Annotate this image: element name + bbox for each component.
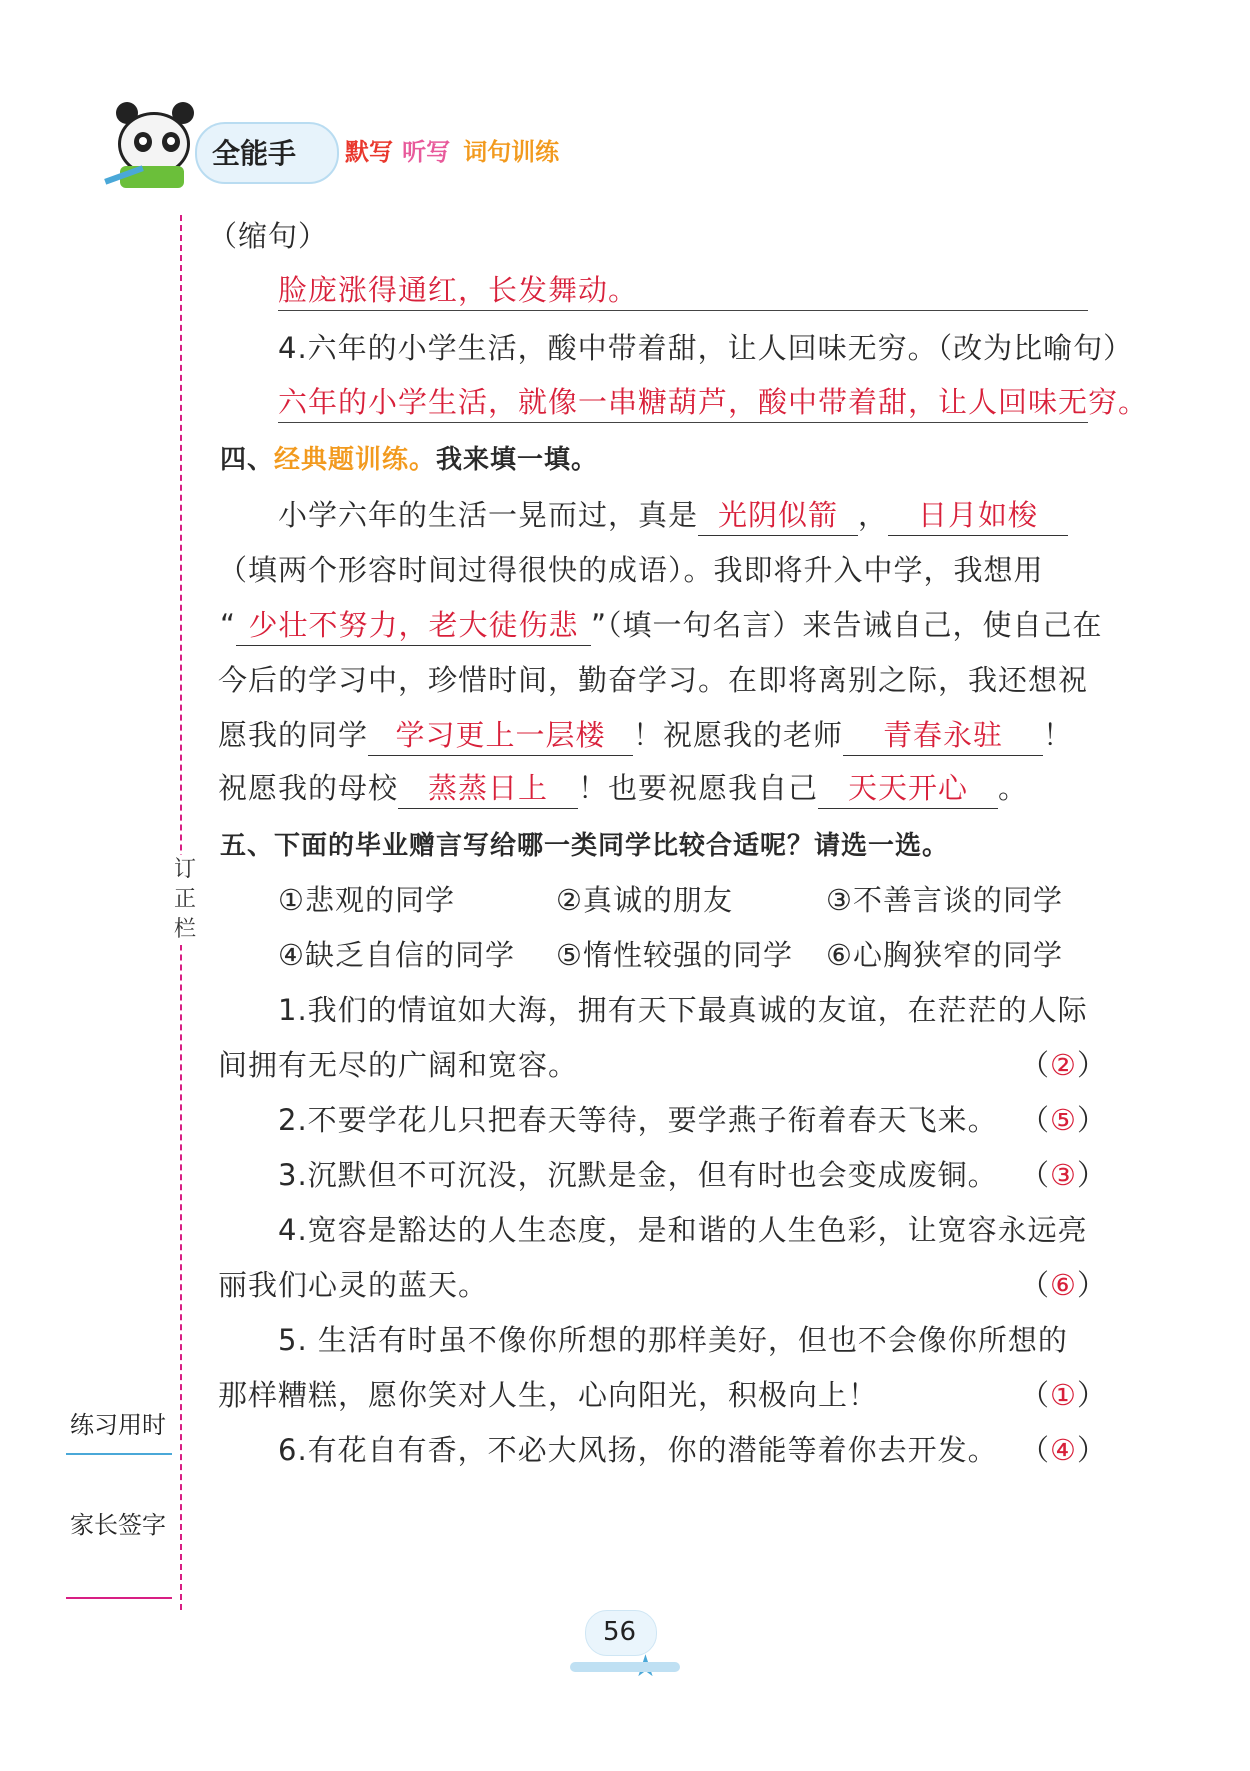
option-item: ⑤惰性较强的同学 xyxy=(556,938,793,972)
fill-line-5: 愿我的同学 学习更上一层楼 ！祝愿我的老师 青春永驻 ！ xyxy=(218,715,1073,756)
answer-paren: （②） xyxy=(1020,1048,1108,1082)
fill-line-2: （填两个形容时间过得很快的成语）。我即将升入中学，我想用 xyxy=(218,553,1044,587)
answer-metaphor-sentence: 六年的小学生活，就像一串糖葫芦，酸中带着甜，让人回味无穷。 xyxy=(278,382,1088,423)
option-item: ②真诚的朋友 xyxy=(556,883,733,917)
blank-wish-self: 天天开心 xyxy=(818,768,998,809)
quote-3: 3.沉默但不可沉没，沉默是金，但有时也会变成废铜。 xyxy=(278,1158,998,1192)
blank-motto: 少壮不努力，老大徒伤悲 xyxy=(236,605,591,646)
wave-decoration xyxy=(570,1662,680,1672)
section-4-heading: 四、经典题训练。我来填一填。 xyxy=(220,445,599,475)
answer-6: ④ xyxy=(1050,1433,1078,1467)
answer-5: ① xyxy=(1050,1378,1078,1412)
fill-line-4: 今后的学习中，珍惜时间，勤奋学习。在即将离别之际，我还想祝 xyxy=(218,663,1089,697)
brand-title: 全能手 xyxy=(212,137,297,170)
option-item: ①悲观的同学 xyxy=(278,883,455,917)
answer-2: ⑤ xyxy=(1050,1103,1078,1137)
answer-paren: （⑤） xyxy=(1020,1103,1108,1137)
blank-wish-school: 蒸蒸日上 xyxy=(398,768,578,809)
quote-1-line-1: 1.我们的情谊如大海，拥有天下最真诚的友谊，在茫茫的人际 xyxy=(278,993,1088,1027)
subtitle-part: 听写 xyxy=(402,138,451,166)
answer-4: ⑥ xyxy=(1050,1268,1078,1302)
option-item: ④缺乏自信的同学 xyxy=(278,938,515,972)
answer-1: ② xyxy=(1050,1048,1078,1082)
correction-column-label: 订 正 栏 xyxy=(172,855,198,945)
quote-4-line-1: 4.宽容是豁达的人生态度，是和谐的人生色彩，让宽容永远亮 xyxy=(278,1213,1088,1247)
blank-wish-classmate: 学习更上一层楼 xyxy=(368,715,633,756)
fill-line-3: “ 少壮不努力，老大徒伤悲 ”（填一句名言）来告诫自己，使自己在 xyxy=(220,605,1103,646)
quote-5-line-1: 5. 生活有时虽不像你所想的那样美好，但也不会像你所想的 xyxy=(278,1323,1068,1357)
header-subtitle xyxy=(345,132,559,167)
quote-1-line-2: 间拥有无尽的广阔和宽容。 xyxy=(218,1048,579,1082)
subtitle-part: 默写 xyxy=(345,138,393,166)
quote-2: 2.不要学花儿只把春天等待，要学燕子衔着春天飞来。 xyxy=(278,1103,998,1137)
quote-5-line-2: 那样糟糕，愿你笑对人生，心向阳光，积极向上！ xyxy=(218,1378,879,1412)
answer-3: ③ xyxy=(1050,1158,1078,1192)
subtitle-part: 词句训练 xyxy=(463,138,560,166)
section-5-heading: 五、下面的毕业赠言写给哪一类同学比较合适呢？请选一选。 xyxy=(220,831,950,861)
page-number: 56 xyxy=(603,1617,637,1647)
option-item: ⑥心胸狭窄的同学 xyxy=(826,938,1063,972)
parent-sign-label: 家长签字 xyxy=(70,1511,166,1539)
fill-line-6: 祝愿我的母校 蒸蒸日上 ！也要祝愿我自己 天天开心 。 xyxy=(218,768,1028,809)
practice-time-label: 练习用时 xyxy=(70,1411,166,1439)
panda-mascot-icon xyxy=(110,100,200,190)
blank-idiom-1: 光阴似箭 xyxy=(698,495,858,536)
practice-time-rule xyxy=(66,1453,172,1455)
answer-paren: （⑥） xyxy=(1020,1268,1108,1302)
condense-tag: （缩句） xyxy=(208,219,329,253)
fill-line-1: 小学六年的生活一晃而过，真是 光阴似箭 ， 日月如梭 xyxy=(278,495,1068,536)
question-4-metaphor: 4.六年的小学生活，酸中带着甜，让人回味无穷。（改为比喻句） xyxy=(278,331,1134,365)
answer-paren: （④） xyxy=(1020,1433,1108,1467)
option-item: ③不善言谈的同学 xyxy=(826,883,1063,917)
blank-wish-teacher: 青春永驻 xyxy=(843,715,1043,756)
parent-sign-rule xyxy=(66,1597,172,1599)
quote-6: 6.有花自有香，不必大风扬，你的潜能等着你去开发。 xyxy=(278,1433,998,1467)
blank-idiom-2: 日月如梭 xyxy=(888,495,1068,536)
answer-condensed-sentence: 脸庞涨得通红，长发舞动。 xyxy=(278,270,1088,311)
answer-paren: （①） xyxy=(1020,1378,1108,1412)
answer-paren: （③） xyxy=(1020,1158,1108,1192)
quote-4-line-2: 丽我们心灵的蓝天。 xyxy=(218,1268,489,1302)
